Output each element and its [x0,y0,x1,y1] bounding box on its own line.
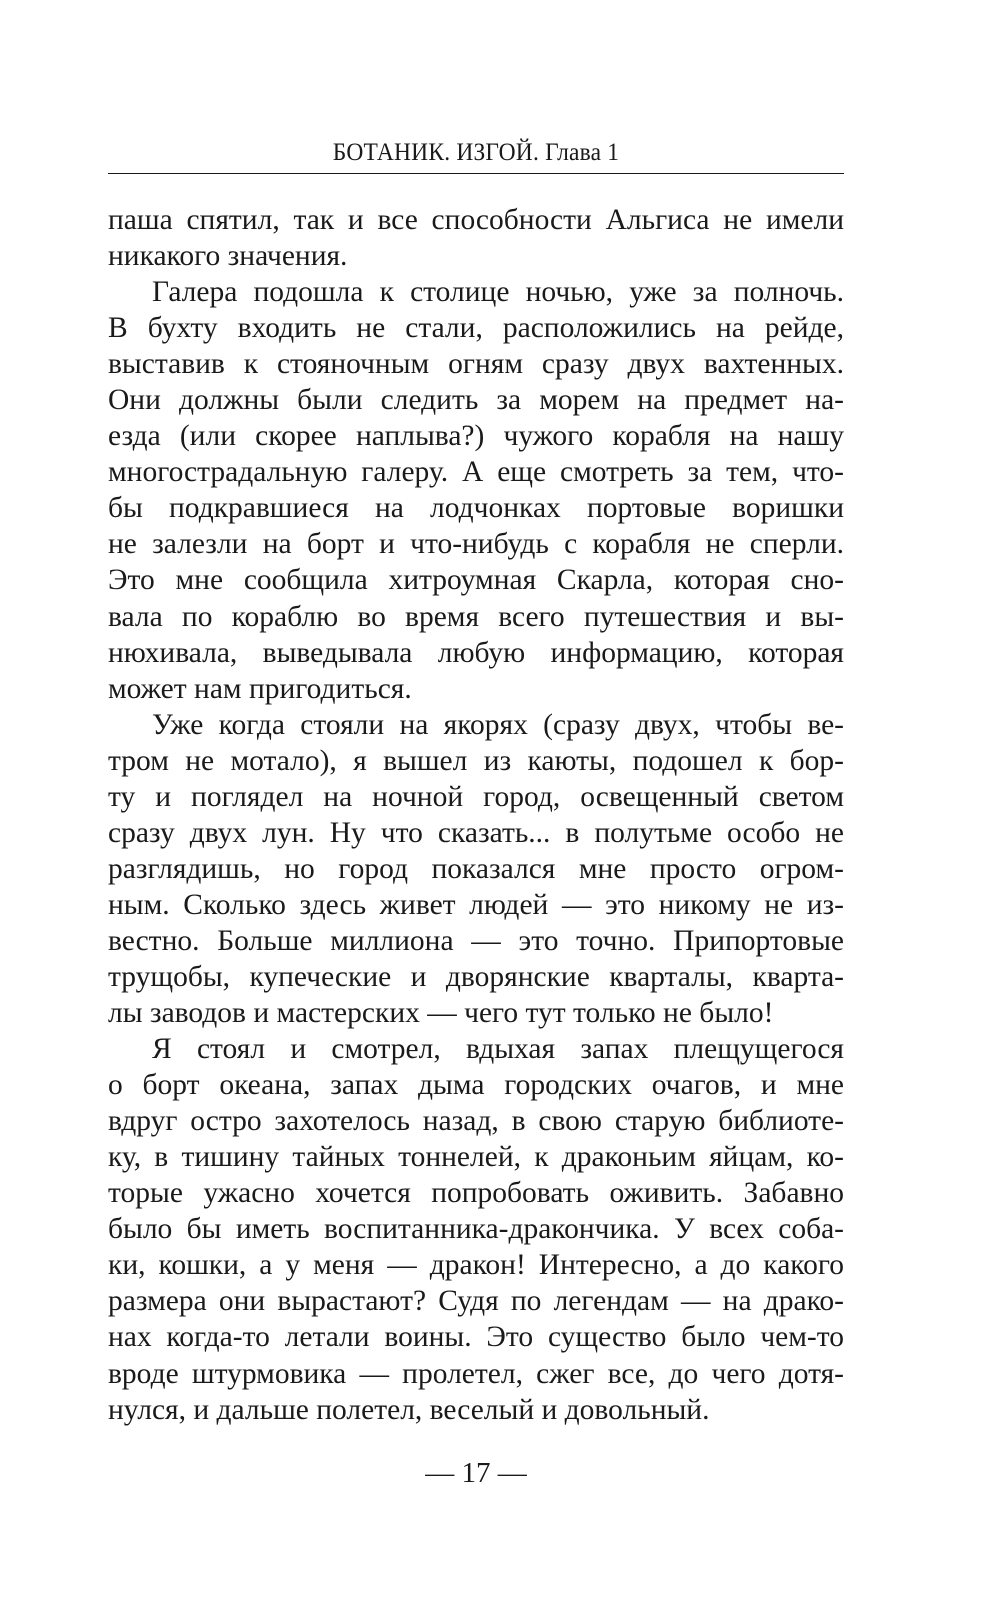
text-line: торые ужасно хочется попробовать оживить. Забавно [108,1177,844,1210]
running-head: БОТАНИК. ИЗГОЙ. Глава 1 [332,139,620,166]
text-line: нах когда-то летали воины. Это существо было чем-то [108,1321,844,1354]
paragraph [108,1031,844,1428]
text-line: разглядишь, но город показался мне просто огром- [108,852,844,885]
text-line: сразу двух лун. Ну что сказать... в полутьме особо не [108,816,844,849]
body-text [108,202,844,1428]
text-line: размера они вырастают? Судя по легендам — на драко- [108,1285,844,1318]
text-line: вроде штурмовика — пролетел, сжег все, до чего дотя- [108,1357,844,1390]
text-line: трущобы, купеческие и дворянские кварталы, кварта- [108,960,844,993]
text-line: езда (или скорее наплыва?) чужого корабля на нашу [108,420,844,453]
page-number: — 17 — [425,1457,527,1489]
text-line: Это мне сообщила хитроумная Скарла, которая сно- [108,564,844,597]
text-line: Они должны были следить за морем на предмет на- [108,384,844,417]
text-line: было бы иметь воспитанника-дракончика. У всех соба- [108,1213,844,1246]
header-rule [108,173,844,174]
paragraph [108,202,844,274]
text-line: паша спятил, так и все способности Альгиса не имели [108,204,844,236]
text-line: ку, в тишину тайных тоннелей, к драконьим яйцам, ко- [108,1141,844,1174]
text-line: Я стоял и смотрел, вдыхая запах плещущегося [152,1033,844,1066]
text-line: ту и поглядел на ночной город, освещенный светом [108,780,844,813]
text-line: о борт океана, запах дыма городских очагов, и мне [108,1069,844,1102]
paragraph [108,707,844,1031]
text-line: никакого значения. [108,240,348,273]
text-line: вдруг остро захотелось назад, в свою старую библиоте- [108,1105,844,1138]
paragraph [108,274,844,707]
text-line: многострадальную галеру. А еще смотреть за тем, что- [108,456,844,489]
text-line: тром не мотало), я вышел из каюты, подошел к бор- [108,744,844,777]
text-line: вала по кораблю во время всего путешествия и вы- [108,600,844,633]
text-line: бы подкравшиеся на лодчонках портовые воришки [108,492,844,525]
text-line: ным. Сколько здесь живет людей — это никому не из- [108,888,844,921]
text-line: может нам пригодиться. [108,672,412,705]
text-line: лы заводов и мастерских — чего тут только не было! [108,997,774,1030]
text-line: Галера подошла к столице ночью, уже за полночь. [152,276,844,309]
text-line: нюхивала, выведывала любую информацию, которая [108,636,844,669]
text-line: не залезли на борт и что-нибудь с корабля не сперли. [108,528,844,561]
text-line: вестно. Больше миллиона — это точно. Припортовые [108,924,844,957]
text-line: нулся, и дальше полетел, веселый и довольный. [108,1393,710,1426]
text-line: выставив к стояночным огням сразу двух вахтенных. [108,348,844,381]
text-line: ки, кошки, а у меня — дракон! Интересно, а до какого [108,1249,844,1282]
text-line: В бухту входить не стали, расположились на рейде, [108,312,844,345]
text-line: Уже когда стояли на якорях (сразу двух, чтобы ве- [152,708,844,741]
